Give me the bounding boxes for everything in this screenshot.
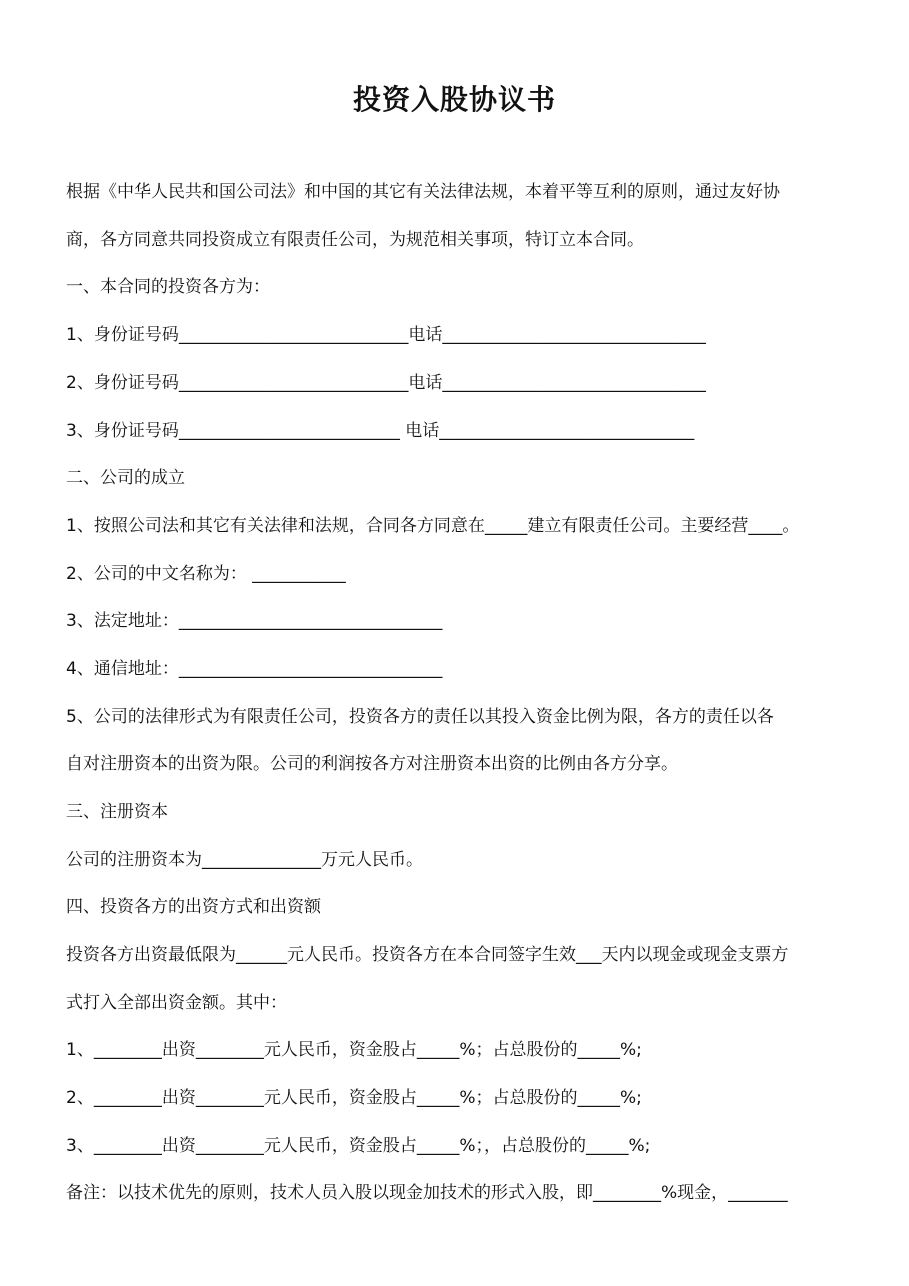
section-2-heading: 二、公司的成立 — [66, 468, 185, 488]
contribution-line-2: 式打入全部出资金额。其中： — [66, 993, 287, 1013]
registered-capital-line: 公司的注册资本为______________万元人民币。 — [66, 850, 423, 870]
clause-2-5-line-1: 5、公司的法律形式为有限责任公司，投资各方的责任以其投入资金比例为限，各方的责任以各 — [66, 707, 774, 727]
clause-2-1: 1、按照公司法和其它有关法律和法规，合同各方同意在_____建立有限责任公司。主要经营____。 — [66, 516, 800, 536]
clause-2-5-line-2: 自对注册资本的出资为限。公司的利润按各方对注册资本出资的比例由各方分享。 — [66, 754, 678, 774]
section-4-heading: 四、投资各方的出资方式和出资额 — [66, 897, 321, 917]
share-line-3: 3、________出资________元人民币，资金股占_____%；，占总股份的_____%; — [66, 1136, 651, 1156]
preamble-line-2: 商，各方同意共同投资成立有限责任公司，为规范相关事项，特订立本合同。 — [66, 230, 644, 250]
preamble-line-1: 根据《中华人民共和国公司法》和中国的其它有关法律法规，本着平等互利的原则，通过友好协 — [66, 182, 780, 202]
document-title: 投资入股协议书 — [352, 83, 556, 116]
remark-line: 备注：以技术优先的原则，技术人员入股以现金加技术的形式入股，即________%现金，_______ — [66, 1183, 788, 1203]
investor-3-line: 3、身份证号码__________________________ 电话______________________________ — [66, 421, 695, 441]
clause-2-3: 3、法定地址：_______________________________ — [66, 611, 443, 631]
investor-1-line: 1、身份证号码___________________________电话_______________________________ — [66, 325, 706, 345]
share-line-1: 1、________出资________元人民币，资金股占_____%；占总股份的_____%; — [66, 1040, 642, 1060]
investor-2-line: 2、身份证号码___________________________电话_______________________________ — [66, 373, 706, 393]
section-3-heading: 三、注册资本 — [66, 802, 168, 822]
section-1-heading: 一、本合同的投资各方为： — [66, 277, 270, 297]
share-line-2: 2、________出资________元人民币，资金股占_____%；占总股份的_____%; — [66, 1088, 642, 1108]
contribution-line-1: 投资各方出资最低限为______元人民币。投资各方在本合同签字生效___天内以现金或现金支票方 — [66, 945, 789, 965]
clause-2-2: 2、公司的中文名称为： ___________ — [66, 564, 346, 584]
clause-2-4: 4、通信地址：_______________________________ — [66, 659, 443, 679]
